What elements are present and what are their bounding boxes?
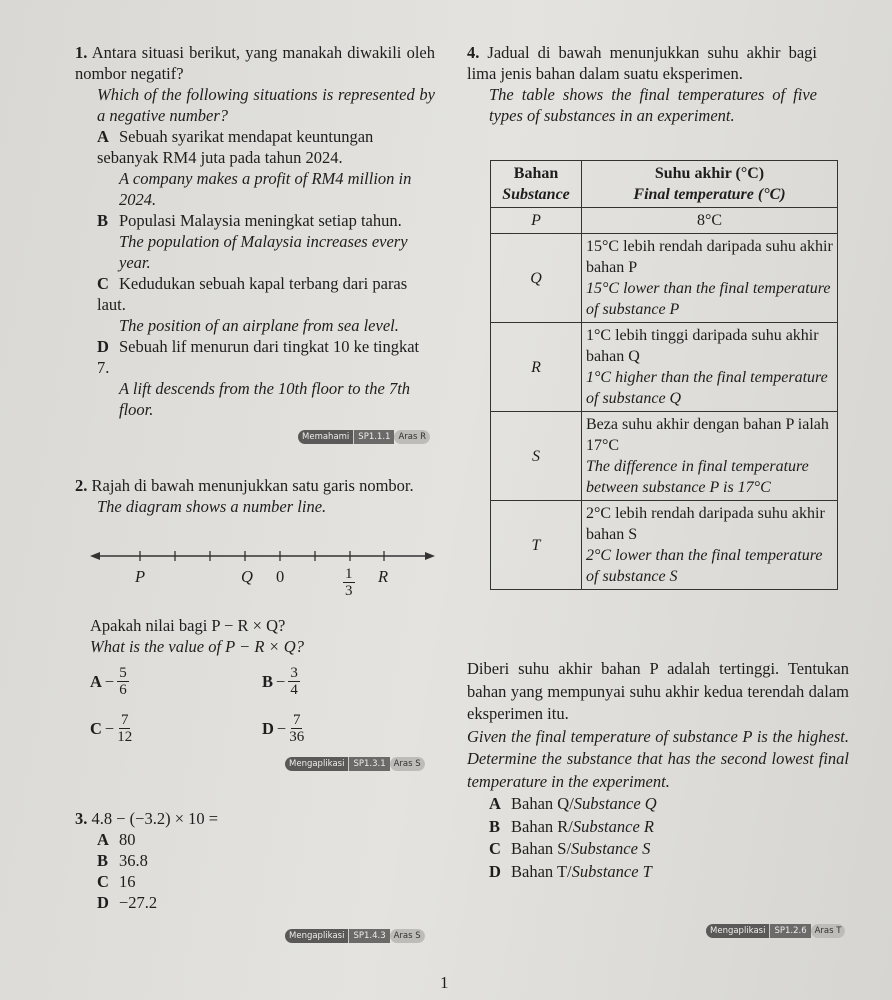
q3-expression: 4.8 − (−3.2) × 10 = — [91, 809, 219, 828]
q2-option-a[interactable] — [90, 665, 129, 698]
option-letter: D — [97, 337, 109, 356]
q1-option-b[interactable] — [75, 210, 435, 273]
option-text-en: Substance R — [572, 816, 654, 836]
temperature-cell: 8°C — [582, 208, 838, 234]
option-letter: B — [97, 211, 109, 230]
table-header — [491, 161, 838, 208]
q2-option-d[interactable] — [262, 712, 304, 745]
q2-number: 2. — [75, 476, 88, 495]
temperature-cell — [582, 234, 838, 323]
option-letter: C — [97, 872, 109, 891]
sign: − — [276, 719, 287, 738]
tag-skill: Mengaplikasi — [285, 929, 348, 943]
label-p: P — [135, 567, 146, 586]
substance-cell: S — [491, 412, 582, 501]
question-3 — [75, 808, 375, 913]
cell-ms: 1°C lebih tinggi daripada suhu akhir bahan Q — [586, 327, 819, 365]
frac-den: 36 — [289, 729, 305, 745]
option-letter: B — [262, 672, 274, 691]
tag-skill: Mengaplikasi — [285, 757, 348, 771]
option-text: −27.2 — [119, 893, 158, 912]
q4-number: 4. — [467, 43, 480, 62]
option-letter: A — [97, 830, 109, 849]
q4-text-en: The table shows the final temperatures of five types of substances in an experiment. — [489, 85, 817, 125]
option-text: 80 — [119, 830, 136, 849]
q2-text-en: The diagram shows a number line. — [97, 497, 327, 516]
tag-level: Aras R — [394, 430, 430, 444]
option-text-en: The population of Malaysia increases every year. — [119, 232, 408, 272]
option-text-en: Substance Q — [573, 794, 657, 813]
option-text-ms: Bahan S/ — [511, 839, 572, 858]
frac-num: 1 — [345, 566, 353, 582]
question-4 — [467, 42, 817, 126]
option-letter: D — [262, 719, 274, 738]
table-row — [491, 501, 838, 590]
header-ms: Bahan — [513, 165, 559, 182]
option-letter: A — [489, 794, 501, 813]
option-text-en: A lift descends from the 10th floor to the 7th floor. — [119, 379, 411, 419]
header-en: Substance — [502, 186, 570, 203]
q2-skill-tag — [285, 757, 425, 771]
table-row — [491, 208, 838, 234]
cell-ms: 15°C lebih rendah daripada suhu akhir bahan P — [586, 238, 833, 276]
q4-ask-ms: Diberi suhu akhir bahan P adalah tertinggi. Tentukan bahan yang mempunyai suhu akhir kedua terendah dalam eksperimen itu. — [467, 659, 849, 723]
cell-en: 2°C lower than the final temperature of substance S — [586, 547, 823, 585]
option-text-ms: Populasi Malaysia meningkat setiap tahun. — [119, 211, 402, 230]
header-en: Final temperature (°C) — [633, 186, 786, 203]
option-text-en: The position of an airplane from sea level. — [119, 316, 399, 335]
q4-option-d[interactable] — [467, 861, 849, 884]
option-letter: A — [97, 127, 109, 146]
temperature-cell — [582, 323, 838, 412]
q4-text-ms: Jadual di bawah menunjukkan suhu akhir bagi lima jenis bahan dalam suatu eksperimen. — [467, 43, 817, 83]
frac-den: 12 — [117, 729, 133, 745]
q3-skill-tag — [285, 929, 425, 943]
q4-skill-tag — [706, 924, 845, 938]
question-2 — [75, 475, 435, 517]
option-text-ms: Bahan T/ — [511, 861, 572, 881]
q2-option-c[interactable] — [90, 712, 132, 745]
frac-num: 5 — [119, 665, 127, 681]
q3-option-d[interactable] — [75, 892, 375, 913]
option-text-ms: Kedudukan sebuah kapal terbang dari paras laut. — [97, 274, 408, 314]
q1-option-a[interactable] — [75, 126, 435, 210]
substance-cell: Q — [491, 234, 582, 323]
tag-level: Aras S — [390, 757, 425, 771]
q2-ask — [90, 615, 435, 657]
sign: − — [104, 719, 115, 738]
substance-cell: P — [491, 208, 582, 234]
option-letter: A — [90, 672, 102, 691]
header-temperature — [582, 161, 838, 208]
cell-en: 1°C higher than the final temperature of substance Q — [586, 369, 828, 407]
option-letter: C — [489, 839, 501, 858]
q4-ask-en: Given the final temperature of substance P is the highest. Determine the substance that has the second lowest final temperature in the experiment. — [467, 726, 849, 791]
option-text: 16 — [119, 872, 136, 891]
q2-ask-en: What is the value of P − R × Q? — [90, 637, 304, 656]
q3-option-c[interactable] — [75, 871, 375, 892]
option-text-ms: Bahan R/ — [511, 816, 573, 836]
cell-ms: 2°C lebih rendah daripada suhu akhir bahan S — [586, 505, 825, 543]
q3-option-b[interactable] — [75, 850, 375, 871]
arrow-left-icon — [90, 552, 100, 560]
q3-option-a[interactable] — [75, 829, 375, 850]
q1-text-en: Which of the following situations is represented by a negative number? — [97, 85, 435, 125]
option-text-ms: Sebuah lif menurun dari tingkat 10 ke tingkat 7. — [97, 337, 420, 377]
tag-level: Aras T — [811, 924, 846, 938]
frac-den: 4 — [290, 682, 298, 698]
q2-text-ms: Rajah di bawah menunjukkan satu garis nombor. — [91, 476, 414, 495]
option-letter: C — [97, 274, 109, 293]
temperature-cell — [582, 501, 838, 590]
option-text-en: Substance S — [571, 839, 651, 858]
tag-level: Aras S — [390, 929, 425, 943]
question-1 — [75, 42, 435, 420]
q1-text-ms: Antara situasi berikut, yang manakah diwakili oleh nombor negatif? — [75, 43, 435, 83]
option-letter: D — [97, 893, 109, 912]
cell-en: 15°C lower than the final temperature of substance P — [586, 280, 831, 318]
q4-ask — [467, 658, 849, 883]
tag-code: SP1.2.6 — [769, 924, 810, 938]
option-letter: D — [489, 861, 501, 881]
sign: − — [104, 672, 115, 691]
frac-den: 3 — [345, 583, 353, 599]
header-substance — [491, 161, 582, 208]
table-row — [491, 323, 838, 412]
option-text-en: A company makes a profit of RM4 million in 2024. — [119, 169, 412, 209]
temperature-table — [490, 160, 838, 590]
page-number: 1 — [440, 973, 449, 992]
sign: − — [276, 672, 286, 691]
cell-ms: Beza suhu akhir dengan bahan P ialah 17°C — [586, 416, 829, 454]
label-q: Q — [241, 567, 253, 586]
q2-ask-ms: Apakah nilai bagi P − R × Q? — [90, 616, 286, 635]
label-r: R — [378, 567, 389, 586]
option-text-ms: Sebuah syarikat mendapat keuntungan sebanyak RM4 juta pada tahun 2024. — [97, 127, 374, 167]
label-zero: 0 — [276, 567, 285, 586]
q2-option-b[interactable] — [262, 665, 300, 698]
table-row — [491, 412, 838, 501]
option-letter: B — [489, 816, 501, 836]
option-text: 36.8 — [119, 851, 148, 870]
q4-option-c[interactable] — [467, 838, 849, 861]
frac-num: 3 — [290, 665, 298, 681]
substance-cell: T — [491, 501, 582, 590]
option-text-ms: Bahan Q/ — [511, 794, 574, 813]
substance-cell: R — [491, 323, 582, 412]
tag-code: SP1.4.3 — [348, 929, 389, 943]
q1-option-d[interactable] — [75, 336, 435, 420]
q1-number: 1. — [75, 43, 88, 62]
q4-option-a[interactable] — [467, 793, 849, 816]
option-text-en: Substance T — [571, 861, 652, 881]
label-one-third — [343, 566, 355, 599]
frac-den: 6 — [119, 682, 127, 698]
frac-num: 7 — [120, 712, 129, 728]
option-letter: C — [90, 719, 102, 738]
q3-number: 3. — [75, 809, 88, 828]
tag-code: SP1.1.1 — [353, 430, 394, 444]
arrow-right-icon — [425, 552, 435, 560]
option-letter: B — [97, 851, 109, 870]
cell-en: The difference in final temperature between substance P is 17°C — [586, 458, 809, 496]
table-row — [491, 234, 838, 323]
tag-code: SP1.3.1 — [348, 757, 389, 771]
tag-skill: Memahami — [298, 430, 353, 444]
header-ms: Suhu akhir (°C) — [654, 165, 765, 182]
q1-skill-tag — [298, 430, 430, 444]
frac-num: 7 — [292, 712, 301, 728]
q1-option-c[interactable] — [75, 273, 435, 336]
tag-skill: Mengaplikasi — [706, 924, 769, 938]
temperature-cell — [582, 412, 838, 501]
q4-option-b[interactable] — [467, 816, 849, 839]
